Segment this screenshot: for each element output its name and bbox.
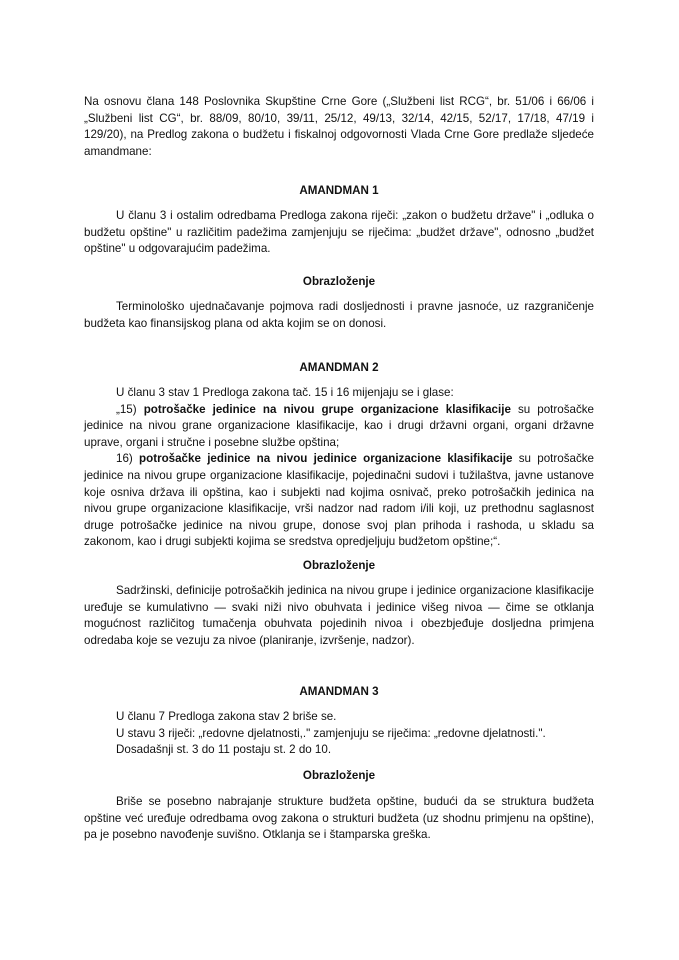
amandman-1-explanation [84, 299, 594, 332]
amandman-3-explanation-text: Briše se posebno nabrajanje strukture budžeta opštine, budući da se struktura budžeta opštine već uređuje odredbama ovog zakona o strukturi budžeta (uz shodnu primjenu na opštine), pa je posebno navođenje suvišno. Otklanja se i štamparska greška. [84, 795, 594, 842]
item-15-definition: su potrošačke jedinice na nivou grane organizacione klasifikacije, kao i drugi državni organi, organi državne uprave, organi i stručne i posebne službe opština; [84, 402, 594, 449]
amandman-3-title: AMANDMAN 3 [299, 685, 379, 698]
item-16-prefix: 16) [116, 452, 140, 466]
amandman-2-item-15 [84, 402, 594, 452]
amandman-1-title: AMANDMAN 1 [299, 184, 379, 197]
amandman-3-line-3: Dosadašnji st. 3 do 11 postaju st. 2 do 10. [116, 743, 332, 757]
amandman-3-explanation-title: Obrazloženje [302, 769, 376, 782]
amandman-2-lead: U članu 3 stav 1 Predloga zakona tač. 15 i 16 mijenjaju se i glase: [116, 386, 454, 399]
amandman-2-explanation-text: Sadržinski, definicije potrošačkih jedinica na nivou grupe i jedinice organizacione klasifikacije uređuje se kumulativno — svaki niži nivo obuhvata i jedinice višeg nivoa — čime se otklanja mogućnost različitog tumačenja obuhvata pojedinih nivoa i obezbjeđuje dosljedna primjena odredaba koje se vezuju za nivoe (planiranje, izvršenje, nadzor). [84, 584, 594, 647]
amandman-2-body [84, 385, 594, 551]
amandman-1-explanation-title: Obrazloženje [302, 275, 376, 288]
amandman-3-line-2: U stavu 3 riječi: „redovne djelatnosti,." zamjenjuju se riječima: „redovne djelatnosti.". [116, 726, 546, 740]
amandman-3-explanation [84, 794, 594, 844]
amandman-3-body [84, 709, 594, 759]
amandman-2-item-16 [84, 451, 594, 551]
intro-paragraph: Na osnovu člana 148 Poslovnika Skupštine Crne Gore („Službeni list RCG“, br. 51/06 i 66/06 i „Službeni list CG“, br. 88/09, 80/10, 39/11, 25/12, 49/13, 32/14, 42/15, 52/17, 17/18, 47/19 i 129/20), na Predlog zakona o budžetu i fiskalnoj odgovornosti Vlada Crne Gore predlaže sljedeće amandmane: [84, 95, 594, 158]
amandman-2-explanation [84, 583, 594, 649]
amandman-1-explanation-text: Terminološko ujednačavanje pojmova radi dosljednosti i pravne jasnoće, uz razgraničenje budžeta kao finansijskog plana od akta kojim se on donosi. [84, 300, 594, 330]
amandman-2-title: AMANDMAN 2 [299, 361, 379, 374]
item-16-term: potrošačke jedinice na nivou jedinice organizacione klasifikacije [139, 452, 513, 466]
item-16-definition: su potrošačke jedinice na nivou grupe organizacione klasifikacije, pojedinačni sudovi i tužilaštva, javne ustanove koje osniva država ili opština, kao i subjekti nad kojima osnivač, preko potrošačkih jedinica na nivou grupe organizacione klasifikacije, vrši nadzor nad radom i/ili koji, uz prethodnu saglasnost druge potrošačke jedinice na nivou grupe, donose svoj plan prihoda i rashoda, u skladu sa zakonom, kao i drugi subjekti kojima se sredstva opredjeljuju budžetom opštine;“. [84, 452, 594, 549]
amandman-1-text [84, 208, 594, 258]
amandman-1-paragraph: U članu 3 i ostalim odredbama Predloga zakona riječi: „zakon o budžetu države" i „odluka o budžetu opštine" u različitim padežima zamjenjuju se riječima: „budžet države", odnosno „budžet opštine" u odgovarajućim padežima. [84, 209, 594, 256]
amandman-2-explanation-title: Obrazloženje [302, 559, 376, 572]
amandman-3-line-1: U članu 7 Predloga zakona stav 2 briše se. [116, 710, 337, 723]
item-15-prefix: „15) [116, 402, 144, 416]
item-15-term: potrošačke jedinice na nivou grupe organizacione klasifikacije [143, 402, 511, 416]
